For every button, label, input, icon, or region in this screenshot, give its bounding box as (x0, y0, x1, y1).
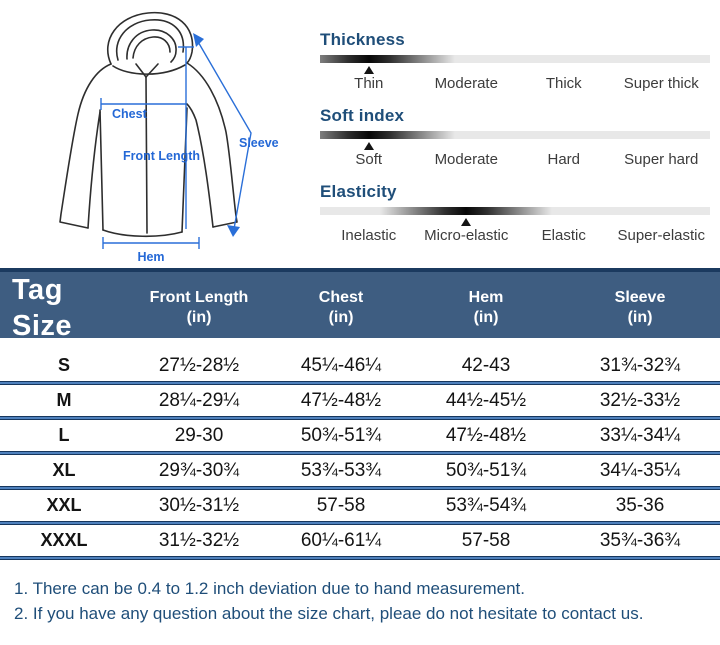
scale-option: Elastic (541, 227, 586, 244)
sleeve-cell: 35¾-36¾ (599, 529, 681, 551)
scale-bar (320, 55, 710, 63)
chest-cell: 47½-48½ (300, 389, 382, 411)
marker-triangle-icon (364, 66, 374, 74)
hem-cell: 53¾-54¾ (445, 494, 527, 516)
scale-marker-row (320, 63, 710, 75)
hem-cell: 50¾-51¾ (445, 459, 527, 481)
table-row-l (0, 420, 720, 451)
table-row-m (0, 385, 720, 416)
hem-cell: 42-43 (461, 354, 511, 376)
column-unit: (in) (186, 309, 212, 327)
scale-option: Thick (545, 75, 582, 92)
scale-option: Moderate (434, 75, 498, 92)
scale-title: Elasticity (320, 182, 397, 201)
front-length-cell: 30½-31½ (158, 494, 240, 516)
chest-cell: 57-58 (316, 494, 366, 516)
column-label: Hem (468, 289, 504, 307)
scale-option: Super thick (623, 75, 699, 92)
measurement-annotations (101, 33, 279, 264)
size-cell: M (56, 390, 72, 410)
scale-labels (320, 75, 710, 92)
chest-label: Chest (112, 107, 147, 121)
scale-gradient-fill (320, 131, 455, 139)
column-unit: (in) (328, 309, 354, 327)
table-row-s (0, 350, 720, 381)
jacket-outline (60, 13, 237, 237)
scale-marker-row (320, 139, 710, 151)
scale-bar (320, 131, 710, 139)
scale-labels (320, 151, 710, 168)
column-header-front-length (128, 288, 270, 328)
table-row-xxl (0, 490, 720, 521)
scale-option: Moderate (434, 151, 498, 168)
scale-thickness (320, 30, 710, 92)
front-length-cell: 29-30 (174, 424, 224, 446)
jacket-line-art (0, 0, 312, 268)
scale-title: Soft index (320, 106, 405, 125)
table-row-xl (0, 455, 720, 486)
scale-option: Super hard (624, 151, 699, 168)
size-cell: XXXL (40, 530, 88, 550)
note-1: 1. There can be 0.4 to 1.2 inch deviation due to hand measurement. (14, 579, 525, 598)
tag-size-header: Tag Size (12, 274, 73, 343)
top-section (0, 0, 720, 268)
hem-cell: 47½-48½ (445, 424, 527, 446)
column-label: Chest (318, 289, 364, 307)
scale-gradient-fill (380, 207, 552, 215)
sleeve-cell: 33¼-34¼ (599, 424, 681, 446)
column-unit: (in) (473, 309, 499, 327)
scale-gradient-fill (320, 55, 455, 63)
column-unit: (in) (627, 309, 653, 327)
column-label: Front Length (149, 289, 249, 307)
scale-option: Micro-elastic (424, 227, 509, 244)
scale-elasticity (320, 182, 710, 244)
size-table-body (0, 338, 720, 560)
scale-soft-index (320, 106, 710, 168)
scale-option: Hard (547, 151, 580, 168)
table-row-xxxl (0, 525, 720, 556)
scale-labels (320, 227, 710, 244)
size-cell: XL (52, 460, 76, 480)
property-scales-panel (312, 0, 720, 268)
sleeve-label: Sleeve (239, 136, 279, 150)
size-table (0, 268, 720, 560)
chest-cell: 45¼-46¼ (300, 354, 382, 376)
jacket-measurement-diagram (0, 0, 312, 268)
chest-cell: 60¼-61¼ (300, 529, 382, 551)
scale-option: Inelastic (341, 227, 397, 244)
column-header-sleeve (560, 288, 720, 328)
chest-cell: 50¾-51¾ (300, 424, 382, 446)
size-cell: L (58, 425, 70, 445)
note-2: 2. If you have any question about the size chart, pleae do not hesitate to contact us. (14, 604, 644, 623)
sleeve-cell: 31¾-32¾ (599, 354, 681, 376)
scale-option: Thin (354, 75, 384, 92)
hem-cell: 57-58 (461, 529, 511, 551)
sleeve-arrow-head-bottom (227, 225, 240, 237)
sleeve-cell: 34¼-35¼ (599, 459, 681, 481)
size-cell: S (57, 355, 70, 375)
column-header-chest (270, 288, 412, 328)
sleeve-arrow-line (197, 40, 251, 229)
hem-cell: 44½-45½ (445, 389, 527, 411)
size-table-header (0, 268, 720, 343)
sleeve-cell: 35-36 (615, 494, 665, 516)
scale-option: Soft (355, 151, 383, 168)
sleeve-arrow-head-top (193, 33, 204, 47)
column-label: Sleeve (614, 289, 666, 307)
marker-triangle-icon (364, 142, 374, 150)
scale-title: Thickness (320, 30, 405, 49)
chest-cell: 53¾-53¾ (300, 459, 382, 481)
front-length-cell: 27½-28½ (158, 354, 240, 376)
hem-label: Hem (137, 250, 165, 264)
front-length-cell: 31½-32½ (158, 529, 240, 551)
scale-bar (320, 207, 710, 215)
front-length-cell: 28¼-29¼ (158, 389, 240, 411)
size-cell: XXL (46, 495, 82, 515)
scale-marker-row (320, 215, 710, 227)
sleeve-cell: 32½-33½ (599, 389, 681, 411)
column-header-hem (412, 288, 560, 328)
front-length-cell: 29¾-30¾ (158, 459, 240, 481)
footnotes (0, 560, 720, 626)
front-length-label: Front Length (123, 149, 201, 163)
scale-option: Super-elastic (617, 227, 706, 244)
marker-triangle-icon (461, 218, 471, 226)
